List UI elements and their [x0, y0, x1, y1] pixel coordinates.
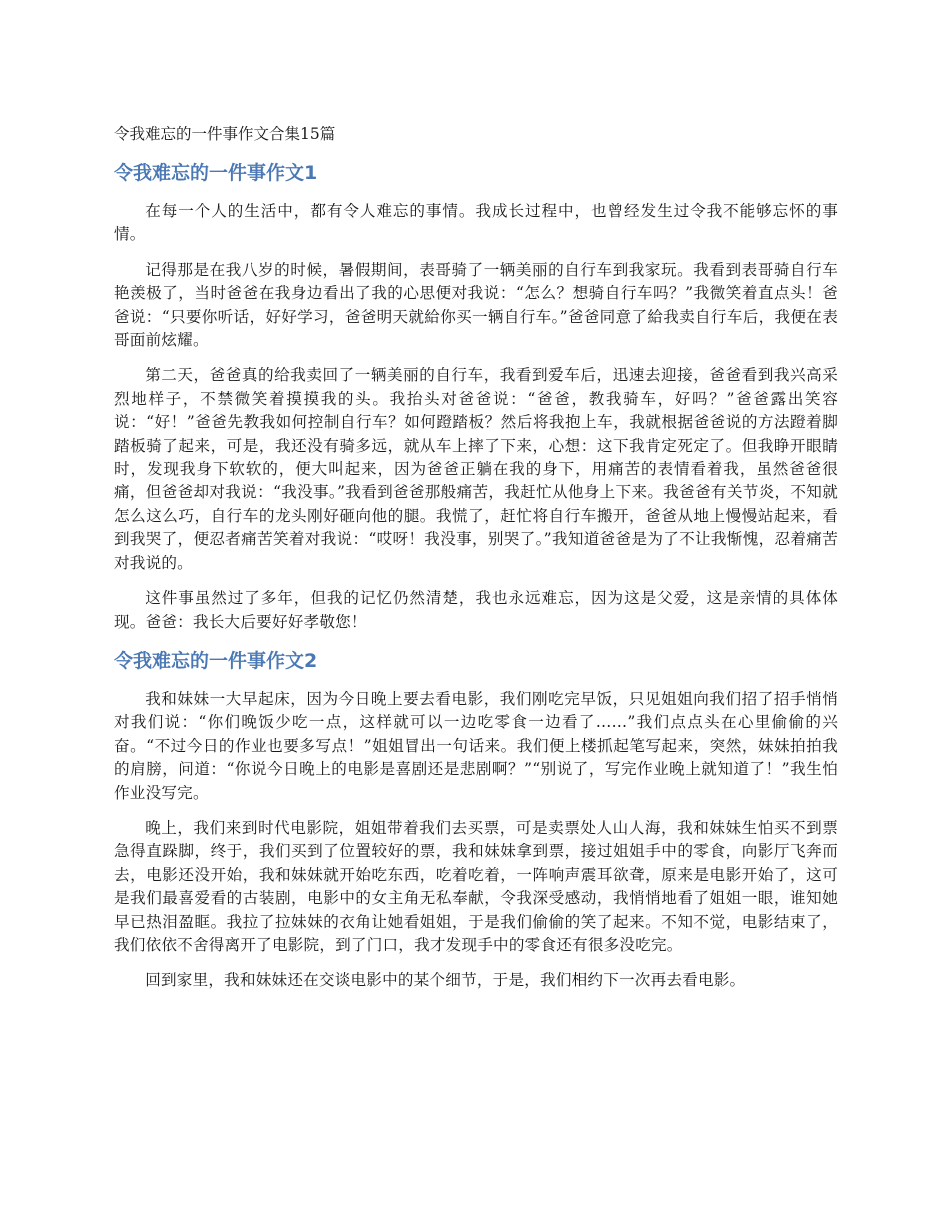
- paragraph: 我和妹妹一大早起床，因为今日晚上要去看电影，我们刚吃完早饭，只见姐姐向我们招了招手悄悄对我们说：“你们晚饭少吃一点，这样就可以一边吃零食一边看了……”我们点点头在心里偷偷的兴奋。“不过今日的作业也要多写点！”姐姐冒出一句话来。我们便上楼抓起笔写起来，突然，妹妹拍拍我的肩膀，问道：“你说今日晚上的电影是喜剧还是悲剧啊？”“别说了，写完作业晚上就知道了！”我生怕作业没写完。: [114, 689, 838, 802]
- document-page: [114, 120, 838, 1005]
- paragraph: 这件事虽然过了多年，但我的记忆仍然清楚，我也永远难忘，因为这是父爱，这是亲情的具体体现。爸爸：我长大后要好好孝敬您！: [114, 589, 838, 631]
- paragraph: 在每一个人的生活中，都有令人难忘的事情。我成长过程中，也曾经发生过令我不能够忘怀的事情。: [114, 202, 838, 244]
- section-heading: 令我难忘的一件事作文2: [114, 649, 318, 672]
- paragraph: 晚上，我们来到时代电影院，姐姐带着我们去买票，可是卖票处人山人海，我和妹妹生怕买不到票急得直跺脚，终于，我们买到了位置较好的票，我和妹妹拿到票，接过姐姐手中的零食，向影厅飞奔而去，电影还没开始，我和妹妹就开始吃东西，吃着吃着，一阵响声震耳欲聋，原来是电影开始了，这可是我们最喜爱看的古装剧，电影中的女主角无私奉献，令我深受感动，我悄悄地看了姐姐一眼，谁知她早已热泪盈眶。我拉了拉妹妹的衣角让她看姐姐，于是我们偷偷的笑了起来。不知不觉，电影结束了，我们依依不舍得离开了电影院，到了门口，我才发现手中的零食还有很多没吃完。: [114, 818, 838, 954]
- paragraph: 回到家里，我和妹妹还在交谈电影中的某个细节，于是，我们相约下一次再去看电影。: [145, 971, 746, 990]
- essay-section-2: [114, 646, 838, 993]
- essay-section-1: [114, 158, 838, 634]
- paragraph: 第二天，爸爸真的给我卖回了一辆美丽的自行车，我看到爱车后，迅速去迎接，爸爸看到我兴高采烈地样子，不禁微笑着摸摸我的头。我抬头对爸爸说：“爸爸，教我骑车，好吗？”爸爸露出笑容说：“好！”爸爸先教我如何控制自行车？如何蹬踏板？然后将我抱上车，我就根据爸爸说的方法蹬着脚踏板骑了起来，可是，我还没有骑多远，就从车上摔了下来，心想：这下我肯定死定了。但我睁开眼睛时，发现我身下软软的，便大叫起来，因为爸爸正躺在我的身下，用痛苦的表情看着我，虽然爸爸很痛，但爸爸却对我说：“我没事。”我看到爸爸那般痛苦，我赶忙从他身上下来。我爸爸有关节炎，不知就怎么这么巧，自行车的龙头刚好砸向他的腿。我慌了，赶忙将自行车搬开，爸爸从地上慢慢站起来，看到我哭了，便忍者痛苦笑着对我说：“哎呀！我没事，别哭了。”我知道爸爸是为了不让我惭愧，忍着痛苦对我说的。: [114, 366, 838, 572]
- paragraph: 记得那是在我八岁的时候，暑假期间，表哥骑了一辆美丽的自行车到我家玩。我看到表哥骑自行车艳羡极了，当时爸爸在我身边看出了我的心思便对我说：“怎么？想骑自行车吗？”我微笑着直点头！爸爸说：“只要你听话，好好学习，爸爸明天就給你买一辆自行车。”爸爸同意了給我卖自行车后，我便在表哥面前炫耀。: [114, 260, 838, 350]
- section-heading: 令我难忘的一件事作文1: [114, 162, 318, 184]
- document-title: 令我难忘的一件事作文合集15篇: [114, 125, 336, 143]
